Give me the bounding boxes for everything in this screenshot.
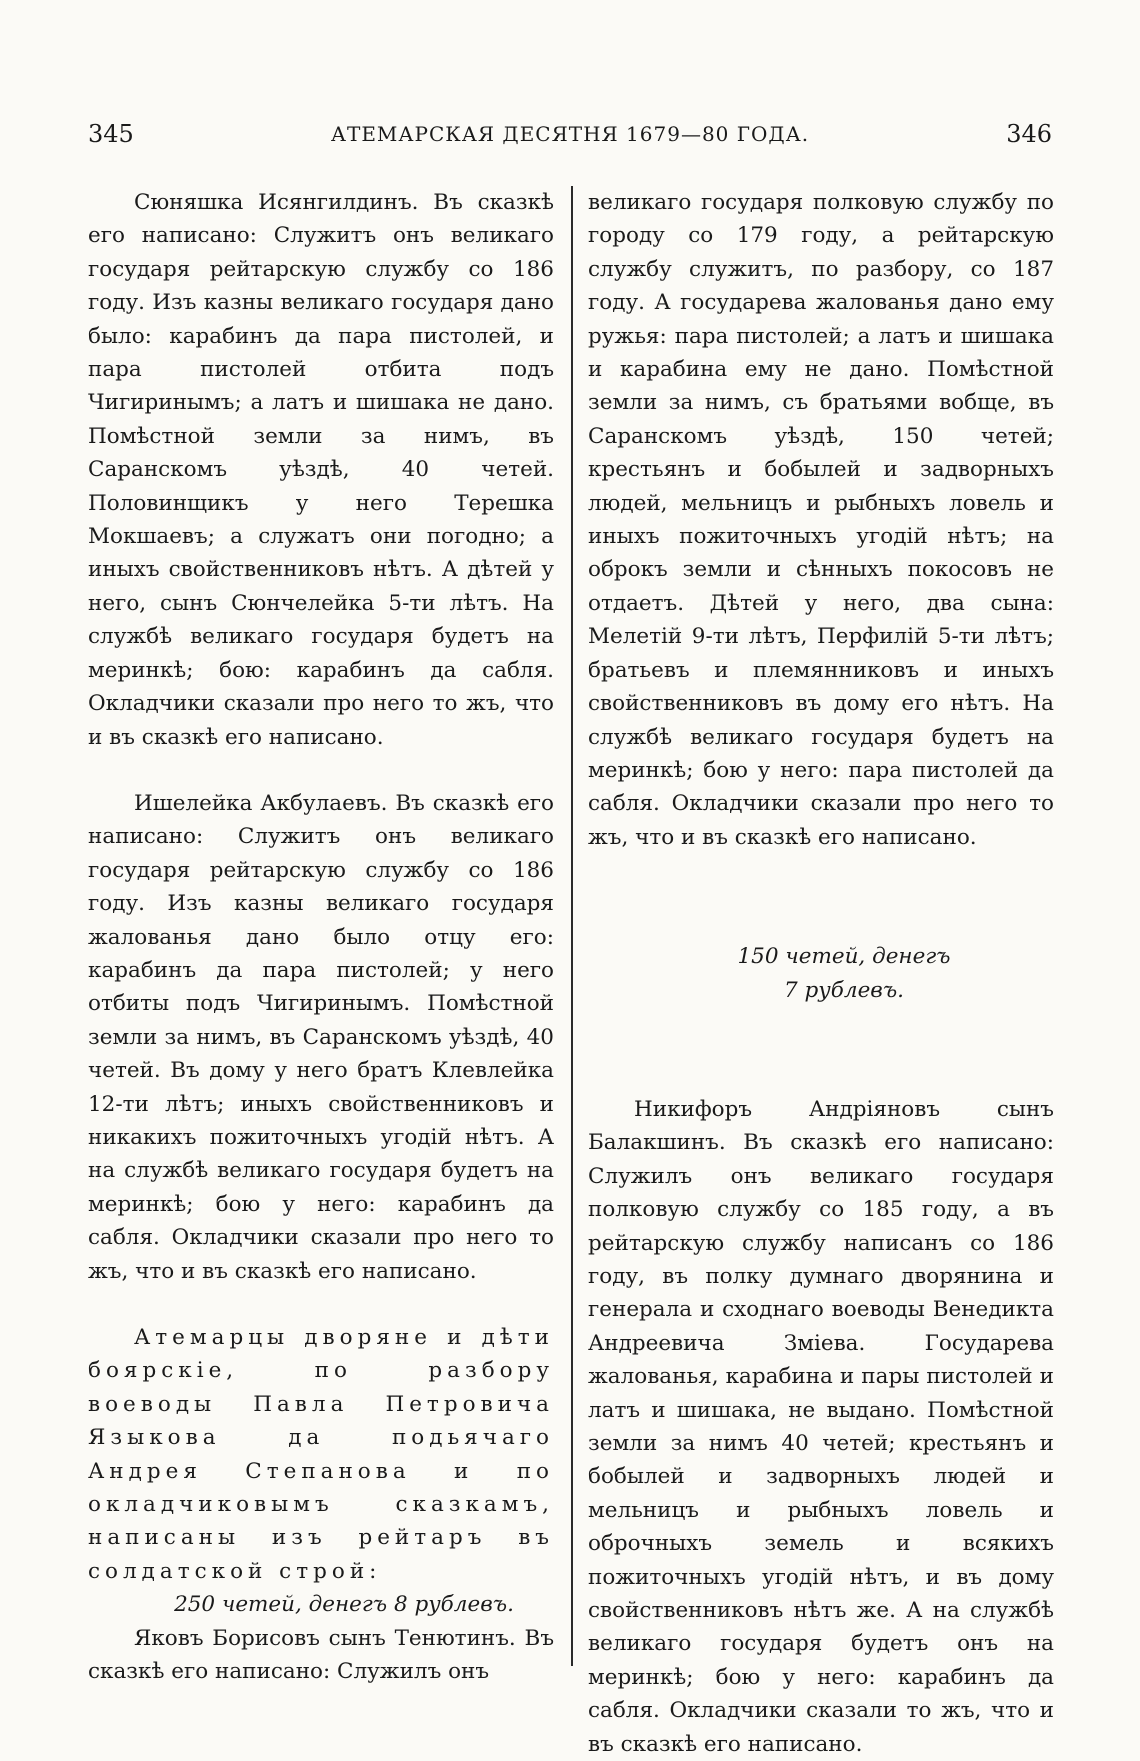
page-number-left: 345 — [88, 120, 134, 148]
section-heading-150 — [588, 940, 1054, 1007]
entry-tenyutin-continued: великаго государя полковую службу по городу со 179 году, а рейтарскую службу служитъ, по разбору, со 187 году. А государева жалованья дано ему ружья: пара пистолей; а латъ и шишака и карабина ему не дано. Помѣстной земли за нимъ, съ братьями вобще, въ Саранскомъ уѣздѣ, 150 четей; крестьянъ и бобылей и задворныхъ людей, мельницъ и рыбныхъ ловель и иныхъ пожиточныхъ угодій нѣтъ; на оброкъ земли и сѣнныхъ покосовъ не отдаетъ. Дѣтей у него, два сына: Мелетій 9-ти лѣтъ, Перфилій 5-ти лѣтъ; братьевъ и племянниковъ и иныхъ свойственниковъ въ дому его нѣтъ. На службѣ великаго государя будетъ на меринкѣ; бою у него: пара пистолей да сабля. Окладчики сказали про него то жъ, что и въ сказкѣ его написано. — [588, 190, 1054, 850]
entry-tenyutin-start: Яковъ Борисовъ сынъ Тенютинъ. Въ сказкѣ его написано: Служилъ онъ — [88, 1625, 554, 1685]
column-divider — [571, 186, 573, 1666]
right-column — [588, 186, 1054, 1761]
section-intro: Атемарцы дворяне и дѣти боярскіе, по разбору воеводы Павла Петровича Языкова да подьячаго Андрея Степанова и по окладчиковымъ сказкамъ, написаны изъ рейтаръ въ солдатской строй: — [88, 1325, 554, 1584]
entry-siunyashka: Сюняшка Исянгилдинъ. Въ сказкѣ его написано: Служитъ онъ великаго государя рейтарскую службу со 186 году. Изъ казны великаго государя дано было: карабинъ да пара пистолей, и пара пистолей отбита подъ Чигиринымъ; а латъ и шишака не дано. Помѣстной земли за нимъ, въ Саранскомъ уѣздѣ, 40 четей. Половинщикъ у него Терешка Мокшаевъ; а служатъ они погодно; а иныхъ свойственниковъ нѣтъ. А дѣтей у него, сынъ Сюнчелейка 5-ти лѣтъ. На службѣ великаго государя будетъ на меринкѣ; бою: карабинъ да сабля. Окладчики сказали про него то жъ, что и въ сказкѣ его написано. — [88, 190, 554, 750]
left-column — [88, 186, 554, 1688]
page-number-right: 346 — [1006, 120, 1052, 148]
entry-balakshin: Никифоръ Андріяновъ сынъ Балакшинъ. Въ сказкѣ его написано: Служилъ онъ великаго государя полковую службу со 185 году, а въ рейтарскую службу написанъ со 186 году, въ полку думнаго дворянина и генерала и сходнаго воеводы Венедикта Андреевича Зміева. Государева жалованья, карабина и пары пистолей и латъ и шишака, не выдано. Помѣстной земли за нимъ 40 четей; крестьянъ и бобылей и задворныхъ людей и мельницъ и рыбныхъ ловель и оброчныхъ земель и всякихъ пожиточныхъ угодій нѣтъ, и въ дому свойственниковъ нѣтъ же. А на службѣ великаго государя будетъ онъ на меринкѣ; бою у него: карабинъ да сабля. Окладчики сказали то жъ, что и въ сказкѣ его написано. — [588, 1096, 1054, 1757]
running-header — [88, 120, 1052, 160]
entry-isheleyka: Ишелейка Акбулаевъ. Въ сказкѣ его написано: Служитъ онъ великаго государя рейтарскую службу со 186 году. Изъ казны великаго государя жалованья дано было отцу его: карабинъ да пара пистолей; у него отбиты подъ Чигиринымъ. Помѣстной земли за нимъ, въ Саранскомъ уѣздѣ, 40 четей. Въ дому у него братъ Клевлейка 12-ти лѣтъ; иныхъ свойственниковъ и никакихъ пожиточныхъ угодій нѣтъ. А на службѣ великаго государя будетъ на меринкѣ; бою у него: карабинъ да сабля. Окладчики сказали про него то жъ, что и въ сказкѣ его написано. — [88, 790, 554, 1284]
running-title: АТЕМАРСКАЯ ДЕСЯТНЯ 1679—80 ГОДА. — [330, 122, 810, 146]
section-heading-250: 250 четей, денегъ 8 рублевъ. — [174, 1592, 514, 1618]
section-heading-150-line1: 150 четей, денегъ — [737, 944, 951, 970]
section-heading-150-line2: 7 рублевъ. — [784, 977, 904, 1003]
